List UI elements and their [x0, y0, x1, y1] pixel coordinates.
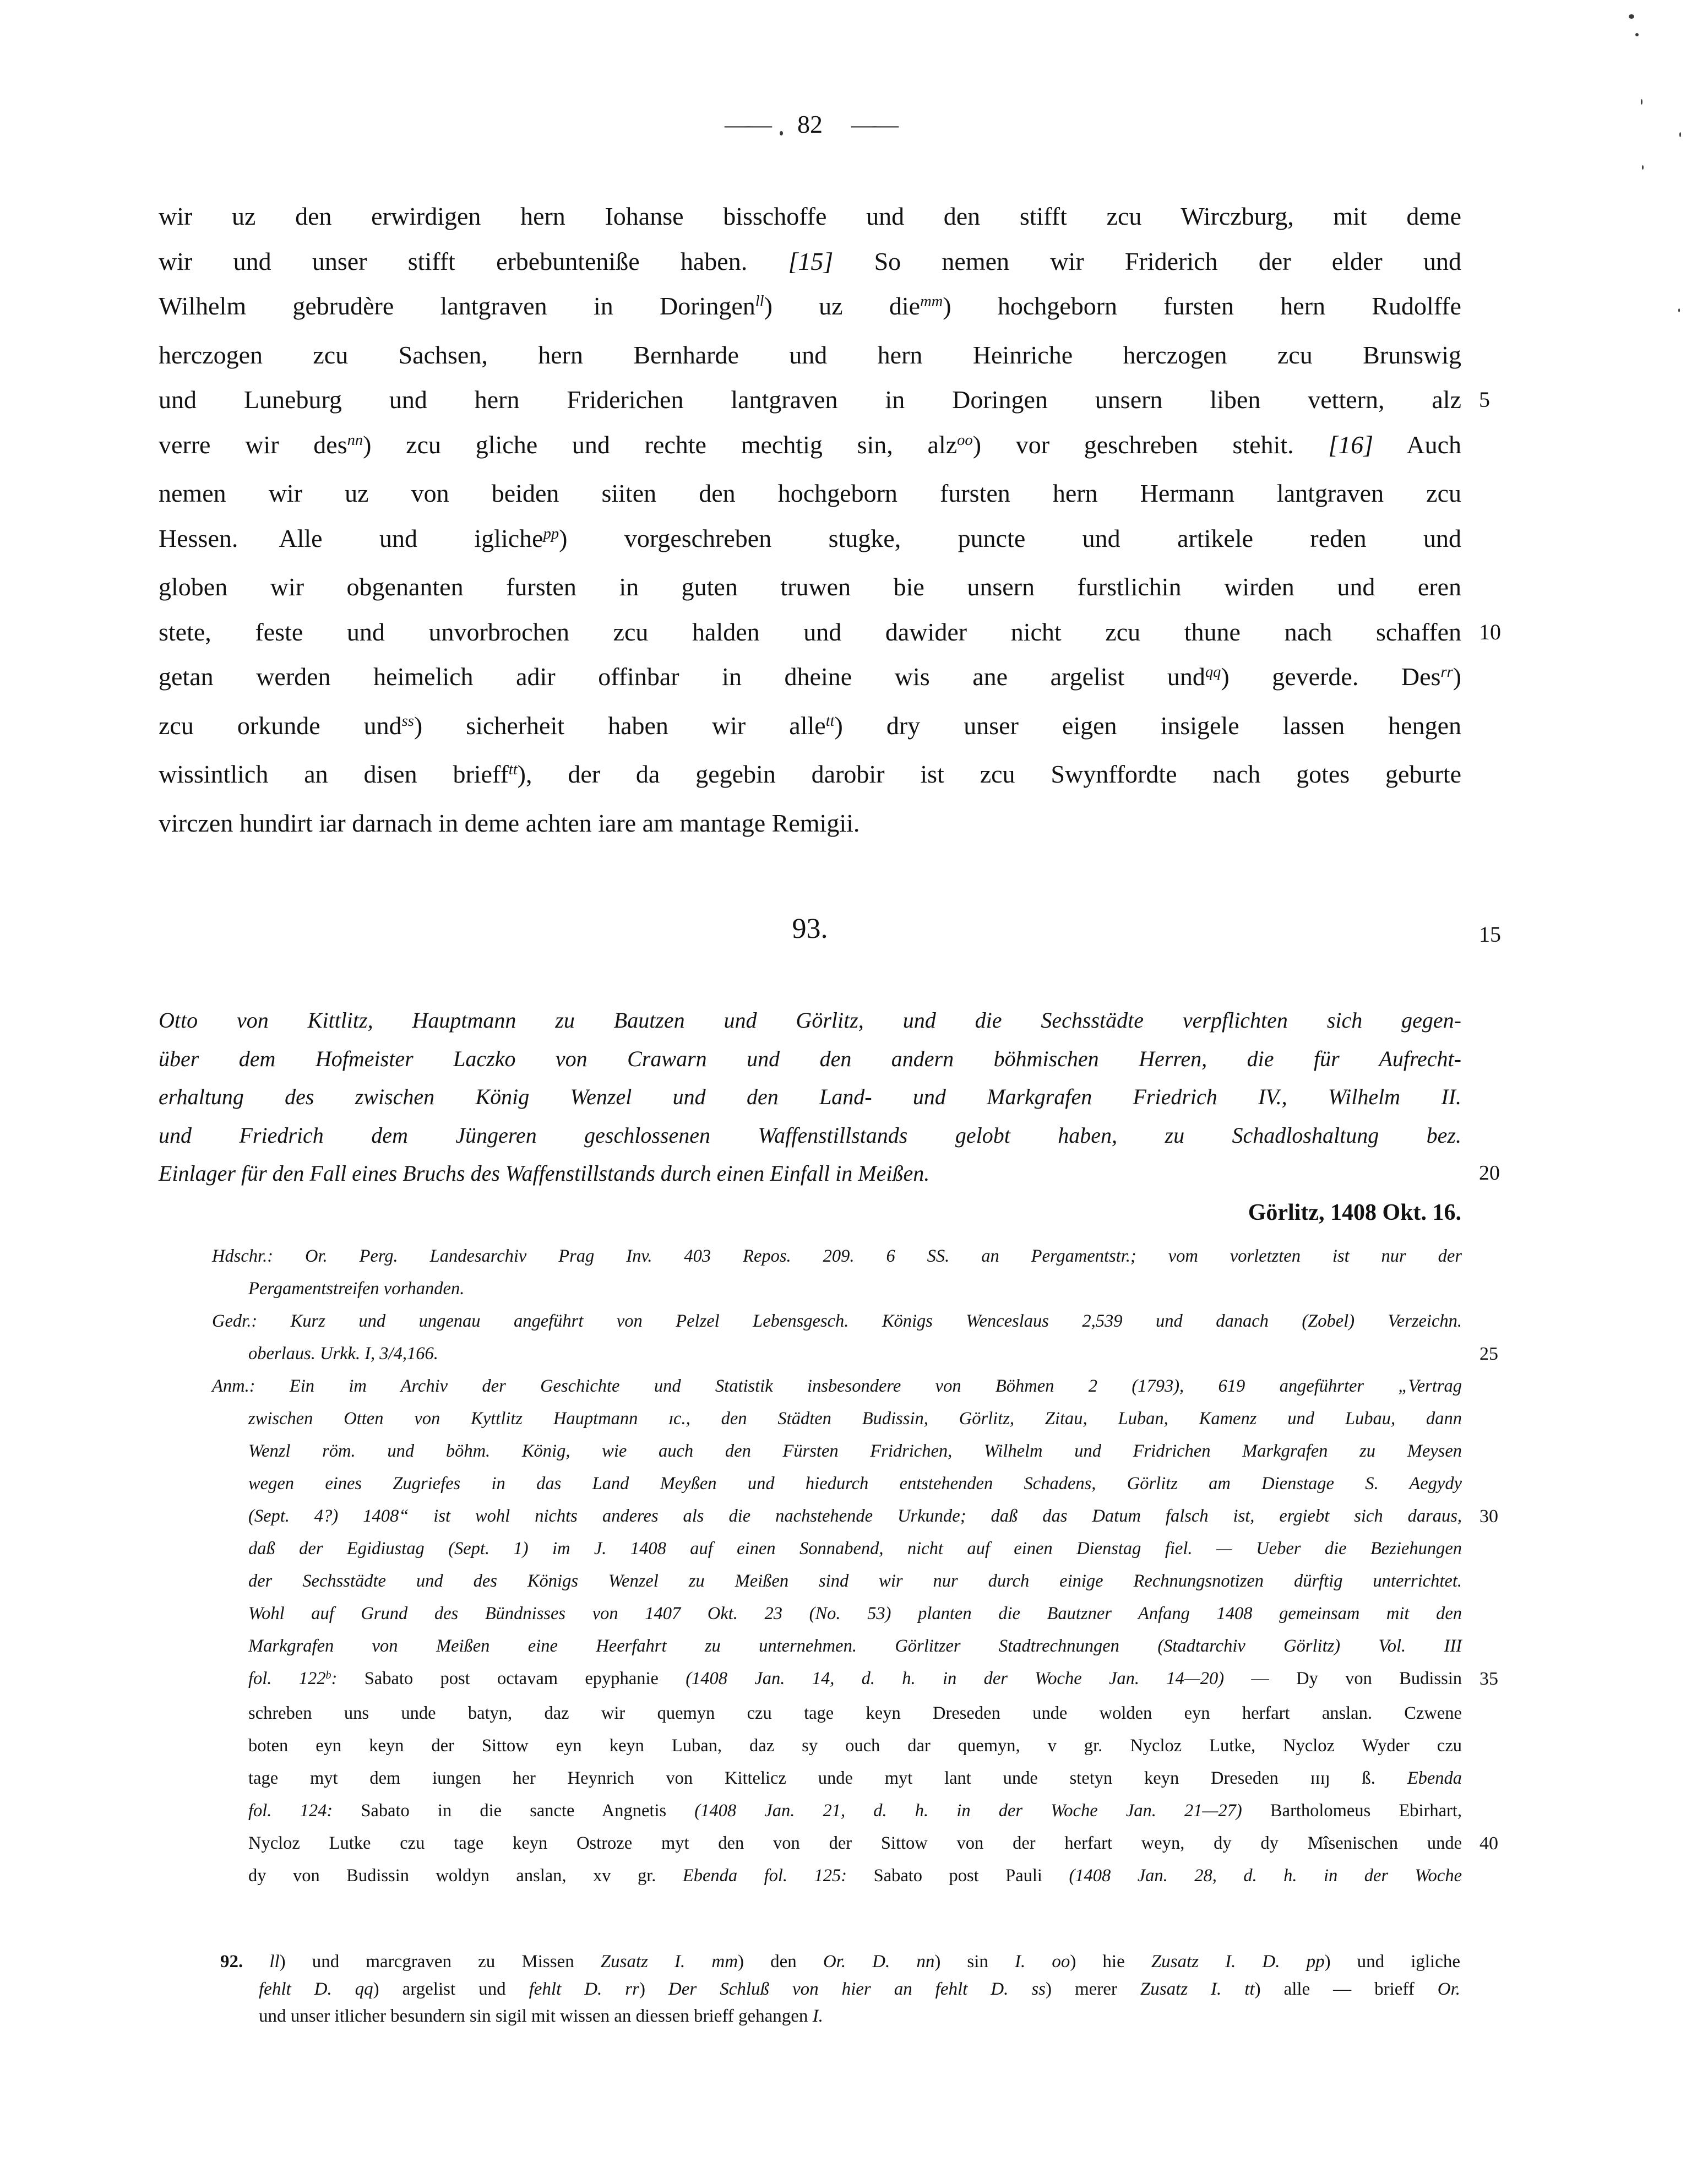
text-line: [212, 1338, 1498, 1370]
text-segment: über dem Hofmeister Laczko von Crawarn und den andern böhmischen Herren, die für Aufrecht-: [159, 1046, 1461, 1071]
text-segment: Ebenda: [1407, 1768, 1462, 1788]
text-segment: nn: [347, 431, 363, 449]
text-segment: Zusatz I.: [1140, 1979, 1222, 1999]
text-segment: ) uz die: [764, 292, 921, 320]
text-segment: ) zcu gliche und rechte mechtig sin, alz: [363, 430, 958, 459]
text-segment: tt: [1244, 1979, 1255, 1999]
text-segment: Zusatz I.: [600, 1952, 686, 1972]
margin-line-number: 10: [1479, 619, 1501, 644]
text-line: [212, 1435, 1462, 1468]
text-segment: qq: [355, 1979, 373, 1999]
text-segment: (1408 Jan. 21, d. h. in der Woche Jan. 21—27): [694, 1801, 1242, 1821]
text-line: [159, 1040, 1461, 1078]
text-segment: fehlt D.: [259, 1979, 332, 1999]
text-segment: der Sechsstädte und des Königs Wenzel zu Meißen sind wir nur durch einige Rechnungsnotizen dürftig unterrichtet.: [248, 1571, 1462, 1591]
charter-text-block: [159, 194, 1501, 845]
text-segment: nn: [916, 1952, 935, 1972]
text-line: [159, 1116, 1461, 1155]
margin-line-number: 40: [1479, 1833, 1498, 1854]
text-segment: ) dry unser eigen insigele lassen hengen: [834, 711, 1461, 740]
scan-speck: [1641, 99, 1642, 105]
text-segment: fehlt D.: [529, 1979, 602, 1999]
scan-speck: [1629, 14, 1634, 19]
text-line: [159, 703, 1461, 752]
text-segment: ll: [269, 1952, 280, 1972]
text-segment: boten eyn keyn der Sittow eyn keyn Luban, daz sy ouch dar quemyn, v gr. Nycloz Lutke, Nycloz Wyder czu: [248, 1736, 1462, 1756]
text-segment: ) sin: [934, 1952, 1015, 1972]
text-segment: schreben uns unde batyn, daz wir quemyn czu tage keyn Dreseden unde wolden eyn herfart anslan. Czwene: [248, 1703, 1462, 1723]
text-segment: Wilhelm gebrudère lantgraven in Doringen: [159, 292, 755, 320]
text-segment: [890, 1952, 916, 1972]
text-segment: ) und igliche: [1324, 1952, 1461, 1972]
text-segment: Gedr.: Kurz und ungenau angeführt von Pelzel Lebensgesch. Königs Wenceslaus 2,539 und danach (Zobel) Verzeichn.: [212, 1311, 1462, 1331]
text-segment: oberlaus. Urkk. I, 3/4,166.: [248, 1344, 438, 1364]
text-segment: und unser itlicher besundern sin sigil mit wissen an diessen brieff gehangen: [259, 2006, 813, 2026]
text-segment: ll: [755, 293, 764, 311]
text-segment: nemen wir uz von beiden siiten den hochgeborn fursten hern Hermann lantgraven zcu: [159, 479, 1461, 507]
entry-heading: [159, 910, 1501, 948]
text-segment: Der Schluß von hier an fehlt D.: [668, 1979, 1009, 1999]
text-line: [212, 1860, 1462, 1892]
text-segment: [685, 1952, 711, 1972]
text-segment: :: [331, 1669, 365, 1688]
text-segment: dy von Budissin woldyn anslan, xv gr.: [248, 1866, 683, 1886]
text-segment: virczen hundirt iar darnach in deme achten iare am mantage Remigii.: [159, 808, 860, 837]
text-segment: wegen eines Zugriefes in das Land Meyßen und hiedurch entstehenden Schadens, Görlitz am Dienstage S. Aegydy: [248, 1474, 1462, 1494]
text-line: [159, 1154, 1500, 1193]
text-line: [159, 471, 1461, 516]
text-segment: qq: [1205, 664, 1221, 681]
text-line: [159, 239, 1461, 284]
text-segment: Wohl auf Grund des Bündnisses von 1407 Okt. 23 (No. 53) planten die Bautzner Anfang 1408 gemeinsam mit den: [248, 1604, 1462, 1623]
text-segment: Or.: [1437, 1979, 1461, 1999]
header-dash-right: ——: [851, 110, 895, 138]
text-segment: wir und unser stifft erbebunteniße haben.: [159, 247, 788, 275]
text-line: [220, 1948, 1460, 1976]
text-line: [159, 801, 1461, 846]
text-segment: ) argelist und: [373, 1979, 529, 1999]
text-segment: ) geverde. Des: [1221, 662, 1441, 691]
text-segment: globen wir obgenanten fursten in guten truwen bie unsern furstlichin wirden und eren: [159, 573, 1461, 601]
text-segment: ), der da gegebin darobir ist zcu Swynffordte nach gotes geburte: [517, 760, 1461, 788]
text-segment: b: [325, 1669, 331, 1681]
margin-line-number: 20: [1479, 1161, 1500, 1185]
text-segment: ): [1453, 662, 1461, 691]
text-segment: mm: [920, 293, 943, 311]
text-segment: getan werden heimelich adir offinbar in dheine wis ane argelist und: [159, 662, 1205, 691]
scan-speck: [1679, 132, 1681, 137]
text-line: [159, 516, 1461, 565]
text-segment: Sabato post octavam epyphanie: [364, 1669, 686, 1688]
text-segment: Ebenda fol. 125:: [682, 1866, 874, 1886]
text-segment: Anm.: Ein im Archiv der Geschichte und Statistik insbesondere von Böhmen 2 (1793), 619 angeführter „Vertrag: [212, 1376, 1462, 1396]
text-line: [159, 564, 1461, 610]
text-segment: Zusatz I. D.: [1151, 1952, 1280, 1972]
scan-speck: [1635, 33, 1639, 36]
text-segment: und Friedrich dem Jüngeren geschlossenen Waffenstillstands gelobt haben, zu Schadloshaltung bez.: [159, 1122, 1461, 1148]
text-line: [212, 1663, 1498, 1697]
text-segment: (Sept. 4?) 1408“ ist wohl nichts anderes als die nachstehende Urkunde; daß das Datum falsch ist, ergiebt sich daraus,: [248, 1506, 1462, 1526]
text-line: [159, 377, 1490, 422]
text-line: [212, 1240, 1462, 1273]
text-segment: und Luneburg und hern Friderichen lantgraven in Doringen unsern liben vettern, alz: [159, 385, 1461, 414]
text-line: [212, 1370, 1462, 1403]
text-line: [212, 1697, 1462, 1730]
text-segment: ) den: [738, 1952, 823, 1972]
text-segment: verre wir des: [159, 430, 347, 459]
text-segment: ) vor geschreben stehit.: [972, 430, 1329, 459]
text-segment: Otto von Kittlitz, Hauptmann zu Bautzen und Görlitz, und die Sechsstädte verpflichten sich gegen-: [159, 1008, 1461, 1033]
text-segment: Hessen.: [159, 524, 238, 552]
text-segment: pp: [543, 525, 559, 542]
text-segment: ) und marcgraven zu Missen: [279, 1952, 601, 1972]
margin-line-number: 5: [1479, 387, 1490, 412]
text-segment: (1408 Jan. 28, d. h. in der Woche: [1069, 1866, 1462, 1886]
text-line: [212, 1762, 1462, 1795]
text-segment: [602, 1979, 625, 1999]
dateline: Görlitz, 1408 Okt. 16.: [1248, 1200, 1461, 1225]
text-segment: pp: [1306, 1952, 1325, 1972]
text-segment: [1221, 1979, 1244, 1999]
text-segment: stete, feste und unvorbrochen zcu halden und dawider nicht zcu thune nach schaffen: [159, 617, 1461, 646]
text-segment: — Dy von Budissin: [1224, 1669, 1462, 1688]
scan-speck: [1642, 165, 1644, 170]
text-segment: I.: [812, 2006, 823, 2026]
text-segment: Pergamentstreifen vorhanden.: [248, 1279, 465, 1299]
text-segment: tage myt dem iungen her Heynrich von Kittelicz unde myt lant unde stetyn keyn Dreseden ɪɪɪȷ ß.: [248, 1768, 1407, 1788]
text-segment: [16]: [1328, 430, 1374, 459]
header-dash-left: ——: [725, 110, 769, 138]
text-segment: oo: [1052, 1952, 1070, 1972]
text-segment: zcu orkunde und: [159, 711, 402, 740]
page-number: 82: [797, 110, 823, 138]
text-line: [159, 654, 1461, 703]
text-segment: Sabato in die sancte Angnetis: [361, 1801, 695, 1821]
text-line: [159, 1001, 1461, 1040]
margin-line-number: 15: [1479, 922, 1501, 947]
page-header: [159, 108, 1461, 141]
text-line: [159, 1078, 1461, 1116]
text-segment: Einlager für den Fall eines Bruchs des Waffenstillstands durch einen Einfall in Meißen.: [159, 1161, 930, 1186]
text-segment: ) vorgeschreben stugke, puncte und artikele reden und: [559, 524, 1462, 552]
text-segment: tt: [508, 761, 518, 779]
text-segment: wissintlich an disen brieff: [159, 760, 509, 788]
text-line: [212, 1795, 1462, 1827]
text-segment: [332, 1979, 355, 1999]
text-segment: ) merer: [1046, 1979, 1140, 1999]
text-segment: ) alle — brieff: [1254, 1979, 1438, 1999]
footnotes-block: [220, 1948, 1460, 2030]
text-line: [212, 1305, 1462, 1338]
text-line: [212, 1730, 1462, 1762]
margin-line-number: 35: [1479, 1669, 1498, 1689]
text-line: [212, 1565, 1462, 1598]
text-line: [212, 1827, 1498, 1860]
text-line: [159, 333, 1461, 378]
text-segment: I.: [1015, 1952, 1026, 1972]
text-segment: Alle und igliche: [279, 524, 543, 552]
text-line: [212, 1630, 1462, 1663]
text-segment: mm: [711, 1952, 738, 1972]
text-segment: tt: [825, 712, 835, 730]
text-line: [159, 194, 1461, 239]
text-segment: [1008, 1979, 1031, 1999]
text-line: [220, 2003, 1460, 2030]
text-segment: wir uz den erwirdigen hern Iohanse bisschoffe und den stifft zcu Wirczburg, mit deme: [159, 202, 1461, 230]
text-segment: erhaltung des zwischen König Wenzel und den Land- und Markgrafen Friedrich IV., Wilhelm II.: [159, 1084, 1461, 1109]
text-segment: So nemen wir Friderich der elder und: [833, 247, 1461, 275]
text-segment: (1408 Jan. 14, d. h. in der Woche Jan. 14—20): [686, 1669, 1225, 1688]
text-line: [212, 1533, 1462, 1565]
text-line: [159, 610, 1501, 655]
margin-line-number: 30: [1479, 1506, 1498, 1527]
text-segment: ) hochgeborn fursten hern Rudolffe: [943, 292, 1461, 320]
scan-speck: [780, 131, 783, 135]
text-segment: ): [639, 1979, 668, 1999]
regest-summary-block: [159, 1001, 1500, 1193]
text-segment: Bartholomeus Ebirhart,: [1242, 1801, 1462, 1821]
text-segment: ss: [401, 712, 414, 730]
apparatus-block: [212, 1240, 1498, 1892]
text-segment: Hdschr.: Or. Perg. Landesarchiv Prag Inv. 403 Repos. 209. 6 SS. an Pergamentstr.; vom vorletzten ist nur der: [212, 1246, 1462, 1266]
text-segment: Or. D.: [823, 1952, 890, 1972]
text-line: [159, 422, 1461, 471]
text-line: [159, 284, 1461, 333]
text-segment: oo: [957, 431, 973, 449]
text-segment: rr: [625, 1979, 639, 1999]
text-line: [159, 752, 1461, 801]
text-segment: Wenzl röm. und böhm. König, wie auch den Fürsten Fridrichen, Wilhelm und Fridrichen Markgrafen zu Meysen: [248, 1441, 1462, 1461]
text-segment: Auch: [1373, 430, 1461, 459]
text-segment: [15]: [788, 247, 834, 275]
text-line: [212, 1500, 1498, 1533]
text-segment: zwischen Otten von Kyttlitz Hauptmann ɪc., den Städten Budissin, Görlitz, Zitau, Luban, Kamenz und Lubau, dann: [248, 1409, 1462, 1429]
text-line: [212, 1403, 1462, 1435]
text-segment: daß der Egidiustag (Sept. 1) im J. 1408 auf einen Sonnabend, nicht auf einen Dienstag fiel. — Ueber die Beziehungen: [248, 1539, 1462, 1558]
text-segment: Sabato post Pauli: [873, 1866, 1069, 1886]
text-segment: [1025, 1952, 1052, 1972]
text-segment: Markgrafen von Meißen eine Heerfahrt zu unternehmen. Görlitzer Stadtrechnungen (Stadtarchiv Görlitz) Vol. III: [248, 1636, 1462, 1656]
text-line: [212, 1468, 1462, 1500]
text-segment: ss: [1031, 1979, 1046, 1999]
text-segment: fol. 122: [248, 1669, 326, 1688]
text-line: [212, 1598, 1462, 1630]
text-segment: Nycloz Lutke czu tage keyn Ostroze myt den von der Sittow von der herfart weyn, dy dy Mîsenischen unde: [248, 1833, 1462, 1853]
text-segment: ) sicherheit haben wir alle: [414, 711, 826, 740]
scan-speck: [1678, 308, 1680, 312]
text-line: [212, 1273, 1462, 1305]
text-segment: 92.: [220, 1952, 270, 1972]
text-segment: rr: [1440, 664, 1453, 681]
entry-number: 93.: [792, 913, 828, 944]
text-segment: ) hie: [1070, 1952, 1151, 1972]
text-segment: herczogen zcu Sachsen, hern Bernharde und hern Heinriche herczogen zcu Brunswig: [159, 340, 1461, 369]
text-segment: fol. 124:: [248, 1801, 361, 1821]
text-line: [220, 1976, 1460, 2003]
margin-line-number: 25: [1479, 1344, 1498, 1364]
text-segment: [1280, 1952, 1307, 1972]
